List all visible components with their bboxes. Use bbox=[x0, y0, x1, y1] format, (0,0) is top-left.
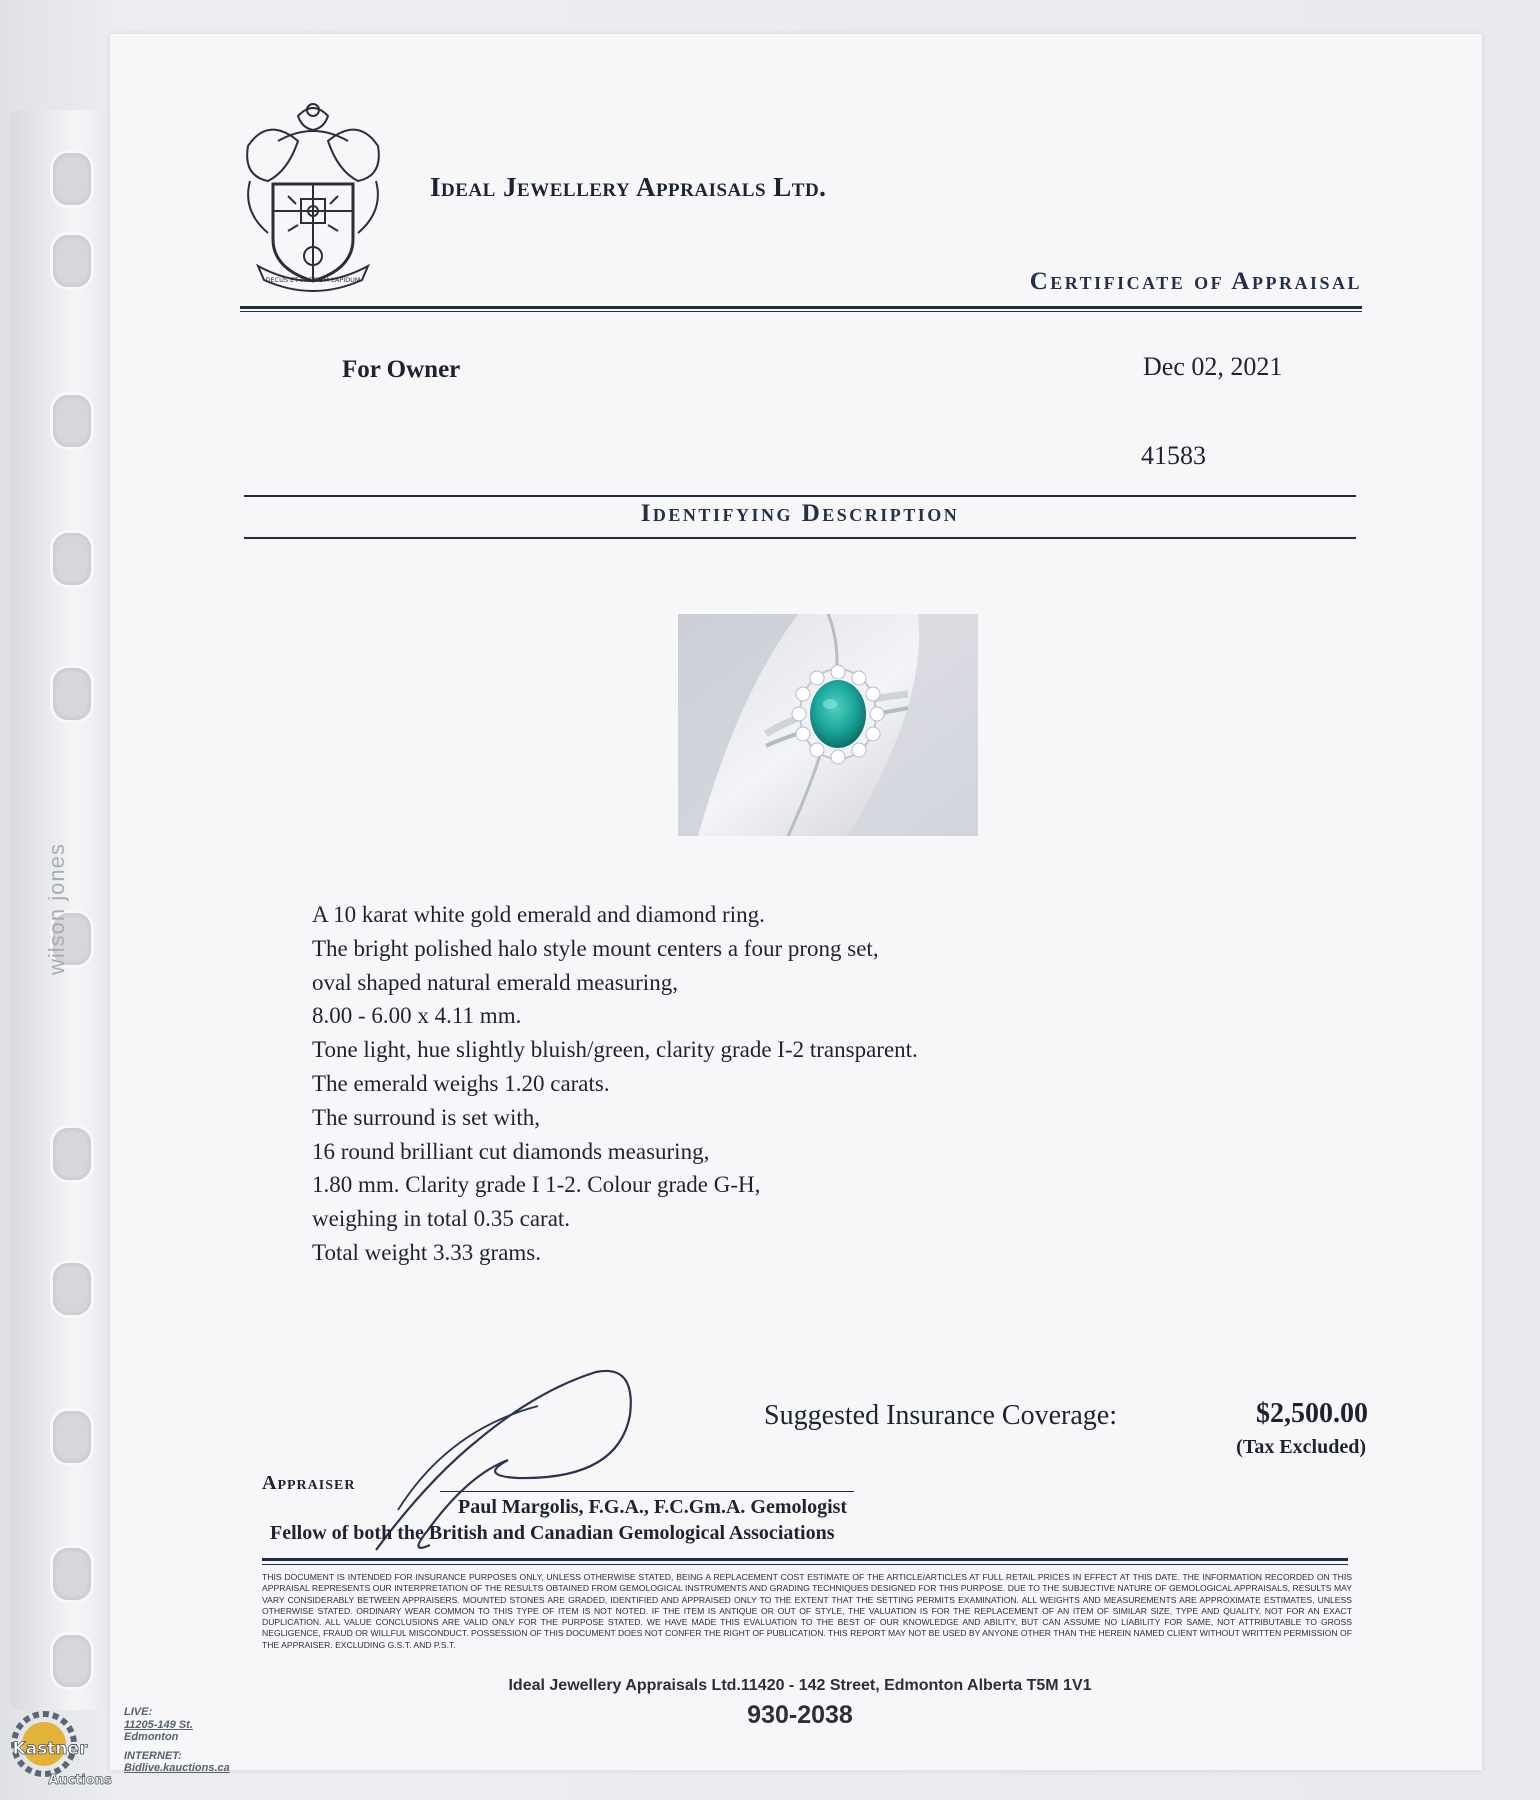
header-rule bbox=[240, 306, 1362, 309]
section-rule-bottom bbox=[244, 537, 1356, 539]
signature-line bbox=[440, 1491, 854, 1492]
watermark-internet-label: INTERNET: bbox=[124, 1749, 182, 1762]
appraiser-name: Paul Margolis, F.G.A., F.C.Gm.A. Gemologist bbox=[458, 1496, 848, 1518]
disclaimer-rule bbox=[262, 1558, 1348, 1561]
watermark-internet-url: Bidlive.kauctions.ca bbox=[124, 1762, 230, 1774]
description-line: 16 round brilliant cut diamonds measuring, bbox=[312, 1138, 710, 1164]
punch-hole bbox=[50, 150, 94, 208]
footer-address: Ideal Jewellery Appraisals Ltd.11420 - 142 Street, Edmonton Alberta T5M 1V1 bbox=[508, 1677, 1092, 1694]
insurance-label: Suggested Insurance Coverage: bbox=[764, 1400, 1117, 1431]
insurance-value: $2,500.00 bbox=[1256, 1398, 1368, 1429]
kastner-auctions-logo bbox=[6, 1710, 114, 1790]
appraiser-label: Appraiser bbox=[262, 1472, 356, 1494]
watermark-live-label: LIVE: bbox=[124, 1706, 153, 1718]
item-description bbox=[312, 898, 918, 1270]
punch-hole bbox=[50, 1545, 94, 1603]
description-line: The surround is set with, bbox=[312, 1104, 541, 1130]
punch-hole bbox=[50, 665, 94, 723]
description-line: The bright polished halo style mount centers a four prong set, bbox=[312, 935, 879, 961]
punch-hole bbox=[50, 232, 94, 290]
disclaimer-rule-thin bbox=[262, 1564, 1348, 1565]
description-line: weighing in total 0.35 carat. bbox=[312, 1206, 571, 1232]
appraisal-number: 41583 bbox=[1141, 441, 1206, 470]
section-title: Identifying Description bbox=[640, 500, 960, 527]
description-line: 1.80 mm. Clarity grade I 1-2. Colour grade G-H, bbox=[312, 1172, 761, 1198]
watermark-live-address: 11205-149 St. bbox=[124, 1718, 193, 1731]
description-line: 8.00 - 6.00 x 4.11 mm. bbox=[312, 1003, 522, 1029]
watermark-live-city: Edmonton bbox=[124, 1731, 179, 1743]
appraisal-date: Dec 02, 2021 bbox=[1143, 352, 1283, 381]
punch-hole bbox=[50, 1408, 94, 1466]
punch-hole bbox=[50, 1125, 94, 1183]
company-name: Ideal Jewellery Appraisals Ltd. bbox=[430, 172, 827, 202]
appraiser-credentials: Fellow of both the British and Canadian Gemological Associations bbox=[270, 1522, 835, 1544]
description-line: Total weight 3.33 grams. bbox=[312, 1239, 541, 1265]
section-rule-top bbox=[244, 495, 1356, 497]
sleeve-brand: wilson jones bbox=[44, 843, 69, 975]
punch-hole bbox=[50, 1260, 94, 1318]
crest-logo bbox=[238, 96, 388, 296]
crest-motto: DECUS ET PRETIUM LAPIDUM bbox=[265, 276, 361, 284]
description-line: Tone light, hue slightly bluish/green, clarity grade I-2 transparent. bbox=[312, 1037, 918, 1063]
description-line: oval shaped natural emerald measuring, bbox=[312, 969, 678, 995]
ring-photo bbox=[678, 614, 978, 836]
disclaimer-text: THIS DOCUMENT IS INTENDED FOR INSURANCE PURPOSES ONLY, UNLESS OTHERWISE STATED, BEING A REPLACEMENT COST ESTIMATE OF THE ARTICLE/ARTICLES AT FULL RETAIL PRICES IN EFFECT AT THIS DATE. THE INFORMATION RECORDED ON THIS APPRAISAL REPRESENTS OUR INTERPRETATION OF THE RESULTS OBTAINED FROM GEMOLOGICAL INSTRUMENTS AND GRADING TECHNIQUES DESIGNED FOR THIS PURPOSE. DUE TO THE SUBJECTIVE NATURE OF GEMOLOGICAL APPRAISALS, RESULTS MAY VARY CONSIDERABLY BETWEEN APPRAISERS. MOUNTED STONES ARE GRADED, IDENTIFIED AND APPRAISED ONLY TO THE EXTENT THAT THE SETTING PERMITS EXAMINATION. ALL WEIGHTS AND MEASUREMENTS ARE APPROXIMATE ESTIMATES, UNLESS OTHERWISE STATED. ORDINARY WEAR COMMON TO THIS TYPE OF ITEM IS NOT NOTED. IF THE ITEM IS ANTIQUE OR OUT OF STYLE, THE VALUATION IS FOR THE REPLACEMENT OF AN ITEM OF SIMILAR SIZE, TYPE AND QUALITY, NOT FOR AN EXACT DUPLICATION. ALL VALUE CONCLUSIONS ARE VALID ONLY FOR THE PURPOSE STATED. WE HAVE MADE THIS EVALUATION TO THE BEST OF OUR KNOWLEDGE AND ABILITY, BUT CAN ASSUME NO LIABILITY FOR SAME, NOT ATTRIBUTABLE TO GROSS NEGLIGENCE, FRAUD OR WILLFUL MISCONDUCT. POSSESSION OF THIS DOCUMENT DOES NOT CONFER THE RIGHT OF PUBLICATION. THIS REPORT MAY NOT BE USED BY ANYONE OTHER THAN THE HEREIN NAMED CLIENT WITHOUT WRITTEN PERMISSION OF THE APPRAISER. EXCLUDING G.S.T. AND P.S.T. bbox=[262, 1572, 1352, 1650]
punch-hole bbox=[50, 392, 94, 450]
logo-kastner-text: Kastner bbox=[12, 1739, 88, 1759]
watermark-text bbox=[124, 1706, 230, 1775]
description-line: A 10 karat white gold emerald and diamond ring. bbox=[312, 902, 765, 927]
logo-auctions-text: Auctions bbox=[48, 1773, 112, 1788]
description-line: The emerald weighs 1.20 carats. bbox=[312, 1070, 610, 1096]
punch-hole bbox=[50, 530, 94, 588]
certificate-title: Certificate of Appraisal bbox=[1029, 268, 1362, 295]
header-rule-thin bbox=[240, 311, 1362, 312]
footer-phone: 930-2038 bbox=[747, 1701, 853, 1729]
owner-label: For Owner bbox=[342, 356, 461, 383]
insurance-note: (Tax Excluded) bbox=[1236, 1436, 1366, 1458]
